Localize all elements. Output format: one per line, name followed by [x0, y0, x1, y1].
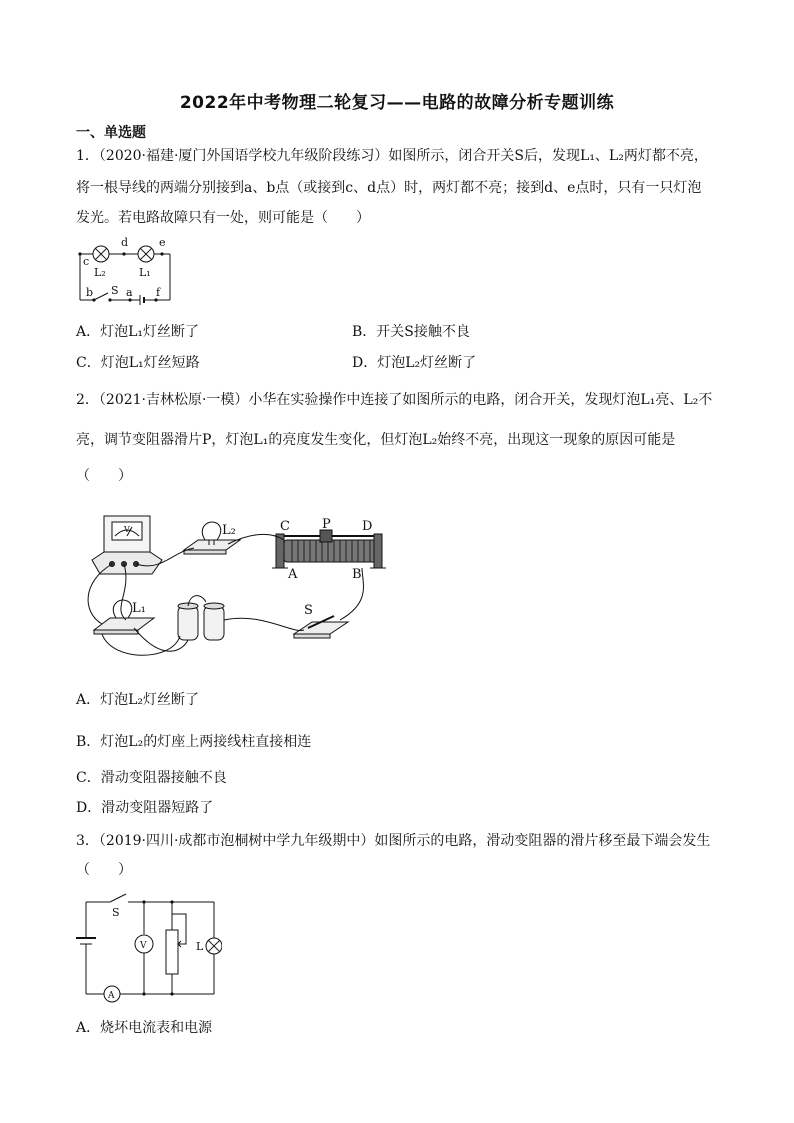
q2-label-L1: L₁ — [132, 601, 146, 616]
page-title: 2022年中考物理二轮复习——电路的故障分析专题训练 — [179, 93, 615, 113]
q3-circuit-diagram — [72, 890, 222, 1006]
q1-label-f: f — [156, 286, 161, 299]
q1-option-b[interactable]: B．开关S接触不良 — [352, 324, 470, 340]
q1-option-d[interactable]: D．灯泡L₂灯丝断了 — [352, 355, 477, 371]
q3-label-A: A — [108, 991, 115, 1001]
q2-option-d[interactable]: D．滑动变阻器短路了 — [76, 800, 214, 816]
q1-label-b: b — [86, 286, 94, 299]
q3-line-2: （ ） — [76, 862, 132, 878]
q2-option-a[interactable]: A．灯泡L₂灯丝断了 — [76, 692, 200, 708]
q2-line-1: 2．（2021·吉林松原·一模）小华在实验操作中连接了如图所示的电路，闭合开关，发现灯泡L₁亮、L₂不 — [76, 392, 713, 408]
q2-option-c[interactable]: C．滑动变阻器接触不良 — [76, 770, 227, 786]
q1-circuit-diagram — [74, 236, 184, 306]
q2-line-2: 亮，调节变阻器滑片P，灯泡L₁的亮度发生变化，但灯泡L₂始终不亮，出现这一现象的原因可能是 — [76, 432, 676, 448]
q1-line-1: 1．（2020·福建·厦门外国语学校九年级阶段练习）如图所示，闭合开关S后，发现L₁、L₂两灯都不亮， — [76, 148, 708, 164]
q1-label-d: d — [121, 236, 129, 249]
q3-option-a[interactable]: A．烧坏电流表和电源 — [76, 1020, 213, 1036]
q1-label-c: c — [83, 255, 90, 268]
q1-option-a[interactable]: A．灯泡L₁灯丝断了 — [76, 324, 200, 340]
q3-line-1: 3．（2019·四川·成都市泡桐树中学九年级期中）如图所示的电路，滑动变阻器的滑片移至最下端会发生 — [76, 833, 711, 849]
q1-label-S: S — [111, 284, 119, 297]
q3-label-L: L — [196, 940, 204, 953]
q1-line-2: 将一根导线的两端分别接到a、b点（或接到c、d点）时，两灯都不亮；接到d、e点时，只有一只灯泡 — [76, 180, 702, 196]
q2-line-3: （ ） — [76, 468, 132, 484]
q1-label-e: e — [159, 236, 166, 249]
q2-label-L2: L₂ — [222, 523, 236, 538]
q1-label-a: a — [126, 286, 133, 299]
q1-option-c[interactable]: C．灯泡L₁灯丝短路 — [76, 355, 200, 371]
q1-line-3: 发光。若电路故障只有一处，则可能是（ ） — [76, 210, 370, 226]
q2-label-S: S — [304, 603, 313, 618]
q2-label-A: A — [288, 567, 298, 582]
q2-label-D: D — [362, 519, 373, 534]
q2-label-B: B — [352, 567, 362, 582]
q2-option-b[interactable]: B．灯泡L₂的灯座上两接线柱直接相连 — [76, 734, 312, 750]
q3-label-V: V — [140, 941, 147, 951]
section-heading: 一、单选题 — [76, 125, 146, 141]
q2-apparatus-diagram — [72, 512, 402, 667]
q1-label-L2: L₂ — [94, 266, 106, 279]
q2-label-V: V — [124, 525, 130, 534]
q2-label-P: P — [322, 517, 331, 532]
q1-label-L1: L₁ — [139, 266, 151, 279]
q2-label-C: C — [280, 519, 290, 534]
q3-label-S: S — [112, 906, 120, 919]
